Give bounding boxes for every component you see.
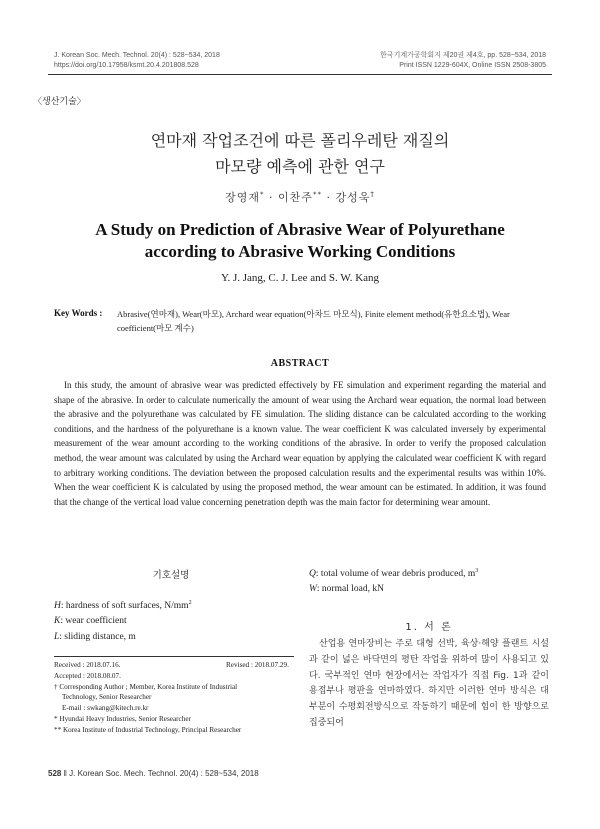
nomenclature-item [54,600,192,611]
journal-header-right [380,51,546,71]
nomenclature-item [54,616,127,626]
abstract-heading: ABSTRACT [270,358,330,369]
accepted-date: Accepted : 2018.08.07. [54,672,121,680]
nomenclature-desc: : total volume of wear debris produced, m [315,569,476,580]
title-kr-line2: 마모량 예측에 관한 연구 [215,157,385,176]
nomenclature-symbol: W [309,584,317,594]
author-kr-1-mark: * [260,190,265,199]
author-kr-3: 강성욱 [335,191,371,204]
nomenclature-sup: 3 [475,568,479,574]
keywords-label: Key Words : [54,308,103,318]
author-kr-2: 이찬주 [278,191,313,204]
abstract-body: In this study, the amount of abrasive wear was predicted effectively by FE simulation and experiment regarding the material and shape of the abrasive. In order to calculate numerically the amount of wear using the Archard wear equation, the normal load between the abrasive and the polyurethane was calculated by FE simulation. The sliding distance can be calculated according to the working conditions, and the hardness of the polyurethane is a known value. The wear coefficient K was calculated inversely by experimental measurement of the wear amount according to the working conditions of the abrasive. In order to verify the proposed calculation method, the wear amount was calculated by using the Archard wear equation by applying the calculated wear coefficient K with regard to arbitrary working conditions. The deviation between the proposed calculation results and the experimental results was within 10%. When the wear coefficient K is calculated by using the proposed method, the wear amount can be estimated. In addition, it was found that the change of the vertical load value concerning penetration depth was the main factor for determining wear amount. [54,380,546,507]
affiliation-2: ** Korea Institute of Industrial Technology, Principal Researcher [54,726,242,734]
nomenclature-item [309,584,384,594]
nomenclature-symbol: Q [309,569,316,580]
nomenclature-heading: 기호설명 [152,570,190,581]
journal-header-left [54,51,220,71]
title-kr-line1: 연마재 작업조건에 따른 폴리우레탄 재질의 [150,131,450,150]
nomenclature-desc: : wear coefficient [60,616,127,626]
corresponding-author-cont: Technology, Senior Researcher [62,693,152,701]
nomenclature-symbol: H [54,601,61,612]
section-tag: 〈생산기술〉 [33,97,86,107]
authors-kr [0,189,600,205]
header-divider [48,74,552,75]
author-email[interactable]: E-mail : swkang@kitech.re.kr [62,704,149,712]
author-kr-2-mark: ** [312,190,322,199]
page-number: 528 [48,769,62,778]
nomenclature-symbol: K [54,616,61,626]
journal-citation-kr: 한국기계가공학회지 제20권 제4호, pp. 528~534, 2018 [380,52,546,59]
author-sep: · [269,191,274,204]
title-en-line1: A Study on Prediction of Abrasive Wear of Polyurethane [95,220,505,239]
nomenclature-sup: 2 [188,600,192,606]
revised-date: Revised : 2018.07.29. [226,661,289,669]
author-kr-1: 장영재 [225,191,261,204]
received-date: Received : 2018.07.16. [54,661,121,669]
affiliation-1: * Hyundai Heavy Industries, Senior Researcher [54,715,191,723]
nomenclature-item [309,568,478,579]
corresponding-author: † Corresponding Author ; Member, Korea Institute of Industrial [54,683,238,691]
journal-citation: J. Korean Soc. Mech. Technol. 20(4) : 528~534, 2018 [54,52,220,59]
authors-en: Y. J. Jang, C. J. Lee and S. W. Kang [220,272,380,284]
keywords-text: Abrasive(연마재), Wear(마모), Archard wear equation(아차드 마모식), Finite element method(유한요소법), Wear coefficient(마모 계수) [117,309,510,333]
footnote-divider [54,656,294,657]
title-en-line2: according to Abrasive Working Conditions [144,242,456,261]
nomenclature-symbol: L [54,632,60,642]
footer-separator: ‖ [63,769,67,778]
intro-heading: 1. 서 론 [405,622,453,633]
author-kr-3-mark: † [370,190,375,199]
nomenclature-item [54,632,136,642]
footer-citation: J. Korean Soc. Mech. Technol. 20(4) : 528~534, 2018 [69,769,259,778]
nomenclature-desc: : normal load, kN [316,584,384,594]
page-footer [48,769,259,778]
nomenclature-desc: : sliding distance, m [59,632,136,642]
issn-line: Print ISSN 1229-604X, Online ISSN 2508-3805 [399,62,546,69]
author-sep: · [326,191,331,204]
nomenclature-desc: : hardness of soft surfaces, N/mm [60,601,189,612]
intro-body: 산업용 연마장비는 주로 대형 선박, 육상·해양 플랜트 시설과 같이 넓은 바닥면의 평탄 작업을 위하여 많이 사용되고 있다. 국부적인 연마 현장에서는 작업자가 직접 Fig. 1과 같이 용접부나 평판을 연마하였다. 하지만 이러한 연마 방식은 대부분이 수평회전방식으로 작동하기 때문에 힘이 한 방향으로 집중되어 [309,639,549,728]
doi-link[interactable]: https://doi.org/10.17958/ksmt.20.4.201808.528 [54,62,199,69]
